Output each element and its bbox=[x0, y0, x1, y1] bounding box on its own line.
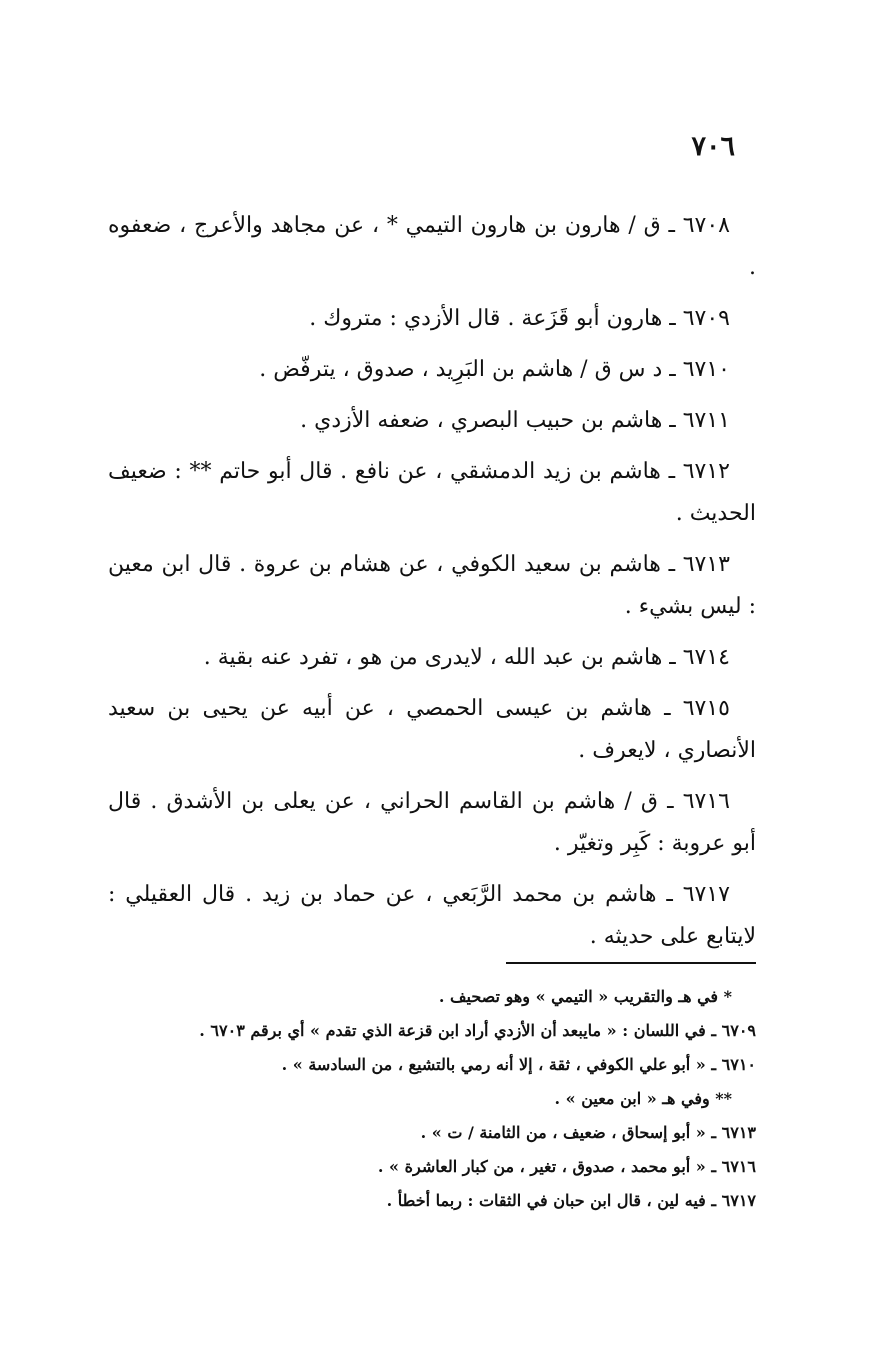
footnote: * في هـ والتقريب « التيمي » وهو تصحيف . bbox=[438, 987, 732, 1006]
entry bbox=[108, 451, 756, 535]
entry bbox=[108, 400, 756, 442]
entry-text: ـ د س ق / هاشم بن البَرِيد ، صدوق ، يترفّض . bbox=[259, 357, 683, 382]
entry-number: ٦٧١٤ bbox=[682, 645, 730, 670]
entries-list bbox=[108, 205, 756, 967]
entry-text: ـ هاشم بن زيد الدمشقي ، عن نافع . قال أبو حاتم ** : ضعيف الحديث . bbox=[108, 459, 756, 526]
entry bbox=[108, 205, 756, 289]
footnotes bbox=[108, 980, 756, 1218]
entry-number: ٦٧١١ bbox=[682, 408, 730, 433]
entry-number: ٦٧١٣ bbox=[682, 552, 730, 577]
page-number: ٧٠٦ bbox=[691, 131, 735, 162]
entry-number: ٦٧١٠ bbox=[682, 357, 730, 382]
footnote: ** وفي هـ « ابن معين » . bbox=[554, 1089, 732, 1108]
entry bbox=[108, 349, 756, 391]
footnote: ٦٧١٧ ـ فيه لين ، قال ابن حبان في الثقات : ربما أخطأ . bbox=[386, 1191, 756, 1210]
entry-number: ٦٧٠٨ bbox=[682, 213, 730, 238]
footnote: ٦٧١٣ ـ « أبو إسحاق ، ضعيف ، من الثامنة / ت » . bbox=[420, 1123, 756, 1142]
entry bbox=[108, 874, 756, 958]
entry-number: ٦٧١٧ bbox=[682, 882, 730, 907]
entry-text: ـ هاشم بن عيسى الحمصي ، عن أبيه عن يحيى بن سعيد الأنصاري ، لايعرف . bbox=[108, 696, 756, 763]
entry bbox=[108, 688, 756, 772]
entry-number: ٦٧٠٩ bbox=[682, 306, 730, 331]
entry-number: ٦٧١٦ bbox=[682, 789, 730, 814]
entry-text: ـ هاشم بن عبد الله ، لايدرى من هو ، تفرد عنه بقية . bbox=[203, 645, 683, 670]
entry bbox=[108, 544, 756, 628]
entry-number: ٦٧١٢ bbox=[682, 459, 730, 484]
entry-text: ـ هارون أبو قَزَعة . قال الأزدي : متروك . bbox=[309, 306, 683, 331]
entry bbox=[108, 298, 756, 340]
footnote-divider bbox=[506, 962, 756, 964]
entry-text: ـ ق / هارون بن هارون التيمي * ، عن مجاهد والأعرج ، ضعفوه . bbox=[108, 213, 756, 280]
entry-text: ـ هاشم بن محمد الرَّبَعي ، عن حماد بن زيد . قال العقيلي : لايتابع على حديثه . bbox=[108, 882, 756, 949]
entry-text: ـ هاشم بن حبيب البصري ، ضعفه الأزدي . bbox=[300, 408, 683, 433]
entry bbox=[108, 637, 756, 679]
entry-text: ـ ق / هاشم بن القاسم الحراني ، عن يعلى بن الأشدق . قال أبو عروبة : كَبِر وتغيّر . bbox=[108, 789, 756, 856]
footnote: ٦٧٠٩ ـ في اللسان : « مايبعد أن الأزدي أراد ابن قزعة الذي تقدم » أي برقم ٦٧٠٣ . bbox=[199, 1021, 756, 1040]
footnote: ٦٧١٦ ـ « أبو محمد ، صدوق ، تغير ، من كبار العاشرة » . bbox=[377, 1157, 756, 1176]
footnote: ٦٧١٠ ـ « أبو علي الكوفي ، ثقة ، إلا أنه رمي بالتشيع ، من السادسة » . bbox=[281, 1055, 756, 1074]
entry-number: ٦٧١٥ bbox=[682, 696, 730, 721]
entry-text: ـ هاشم بن سعيد الكوفي ، عن هشام بن عروة . قال ابن معين : ليس بشيء . bbox=[108, 552, 756, 619]
entry bbox=[108, 781, 756, 865]
